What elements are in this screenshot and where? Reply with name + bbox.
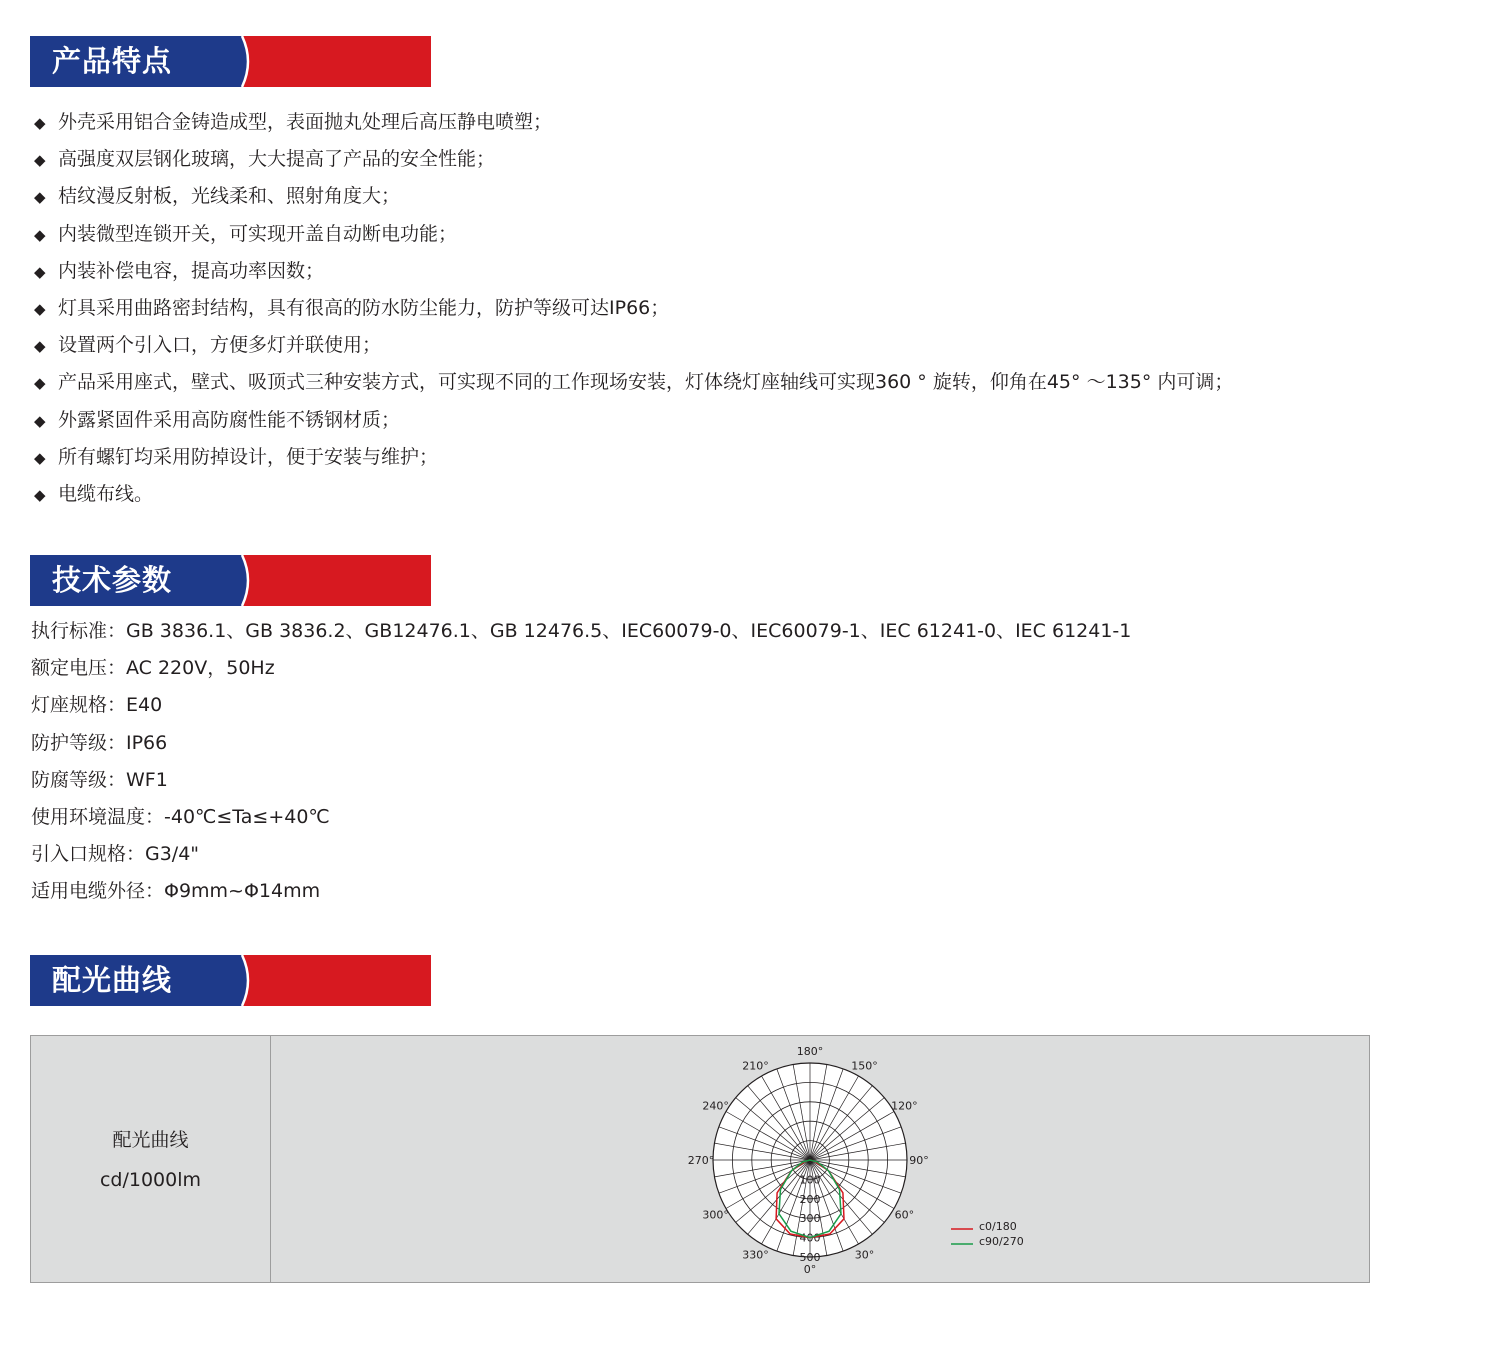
diamond-bullet-icon: ◆ [34,188,46,207]
spec-item: 防腐等级：WF1 [31,768,168,791]
curve-label-title: 配光曲线 [112,1129,189,1151]
polar-radial-label: 500 [799,1251,821,1264]
spec-item: 灯座规格：E40 [31,694,163,717]
feature-item [34,439,1233,476]
feature-text: 高强度双层钢化玻璃，大大提高了产品的安全性能； [58,148,496,171]
spec-item: 使用环境温度：-40℃≤Ta≤+40℃ [31,805,330,828]
spec-item: 额定电压：AC 220V，50Hz [31,657,275,680]
polar-radial-label: 0 [806,1154,814,1167]
curve-title: 配光曲线 [52,963,173,997]
polar-angle-label: 240° [702,1099,729,1113]
polar-angle-label: 210° [742,1059,769,1073]
polar-angle-label: 270° [687,1154,715,1167]
feature-item [34,476,1233,513]
specs-title: 技术参数 [52,563,173,597]
feature-item [34,253,1233,290]
features-section-header [30,36,431,87]
feature-item [34,104,1233,141]
polar-angle-label: 180° [796,1045,824,1058]
diamond-bullet-icon: ◆ [34,337,46,356]
feature-item [34,290,1233,327]
feature-text: 内装微型连锁开关，可实现开盖自动断电功能； [58,222,458,245]
feature-text: 外露紧固件采用高防腐性能不锈钢材质； [58,408,401,431]
spec-item: 执行标准：GB 3836.1、GB 3836.2、GB12476.1、GB 12476.5、IEC60079-0、IEC60079-1、IEC 61241-0、IEC 61241-1 [31,620,1132,642]
specs-list [31,613,1131,911]
feature-item [34,402,1233,439]
features-title: 产品特点 [52,44,173,78]
feature-text: 电缆布线。 [58,482,154,505]
feature-text: 外壳采用铝合金铸造成型，表面抛丸处理后高压静电喷塑； [58,111,553,133]
polar-angle-label: 90° [909,1154,929,1167]
diamond-bullet-icon: ◆ [34,114,46,132]
feature-item [34,141,1233,178]
polar-angle-label: 150° [851,1059,878,1073]
features-list [34,104,1233,513]
curve-label-cell [31,1120,270,1200]
feature-text: 产品采用座式，壁式、吸顶式三种安装方式，可实现不同的工作现场安装，灯体绕灯座轴线可实现360 ° 旋转，仰角在45° ～135° 内可调； [58,371,1234,394]
polar-radial-label: 100 [799,1173,821,1187]
polar-radial-label: 400 [799,1231,821,1245]
polar-angle-label: 330° [742,1248,769,1262]
polar-angle-label: 300° [702,1208,729,1222]
feature-item [34,216,1233,253]
spec-item: 防护等级：IP66 [31,731,168,754]
specs-section-header [30,555,431,606]
feature-text: 灯具采用曲路密封结构，具有很高的防水防尘能力，防护等级可达IP66； [58,296,670,319]
feature-text: 桔纹漫反射板，光线柔和、照射角度大； [58,185,401,208]
spec-item: 适用电缆外径：Φ9mm~Φ14mm [31,880,321,903]
legend-label: c90/270 [979,1235,1024,1248]
spec-item: 引入口规格：G3/4" [31,843,200,866]
feature-text: 设置两个引入口，方便多灯并联使用； [58,334,382,357]
feature-item [34,178,1233,215]
diamond-bullet-icon: ◆ [34,448,46,467]
legend-label: c0/180 [979,1220,1017,1233]
polar-light-distribution-chart [271,1036,1369,1282]
diamond-bullet-icon: ◆ [34,151,46,170]
polar-angle-label: 30° [854,1248,875,1262]
light-distribution-table [30,1035,1370,1283]
curve-section-header [30,955,431,1006]
diamond-bullet-icon: ◆ [34,374,46,393]
feature-item [34,364,1233,401]
feature-item [34,327,1233,364]
polar-radial-label: 200 [799,1192,821,1206]
polar-angle-label: 0° [803,1263,817,1276]
feature-text: 所有螺钉均采用防掉设计，便于安装与维护； [58,445,439,468]
diamond-bullet-icon: ◆ [34,485,46,504]
polar-radial-label: 300 [799,1212,821,1226]
diamond-bullet-icon: ◆ [34,411,46,430]
diamond-bullet-icon: ◆ [34,299,46,318]
feature-text: 内装补偿电容，提高功率因数； [58,259,325,282]
polar-angle-label: 60° [894,1208,915,1222]
curve-label-unit: cd/1000lm [99,1169,202,1191]
polar-angle-label: 120° [891,1099,918,1113]
diamond-bullet-icon: ◆ [34,262,46,281]
diamond-bullet-icon: ◆ [34,225,46,244]
